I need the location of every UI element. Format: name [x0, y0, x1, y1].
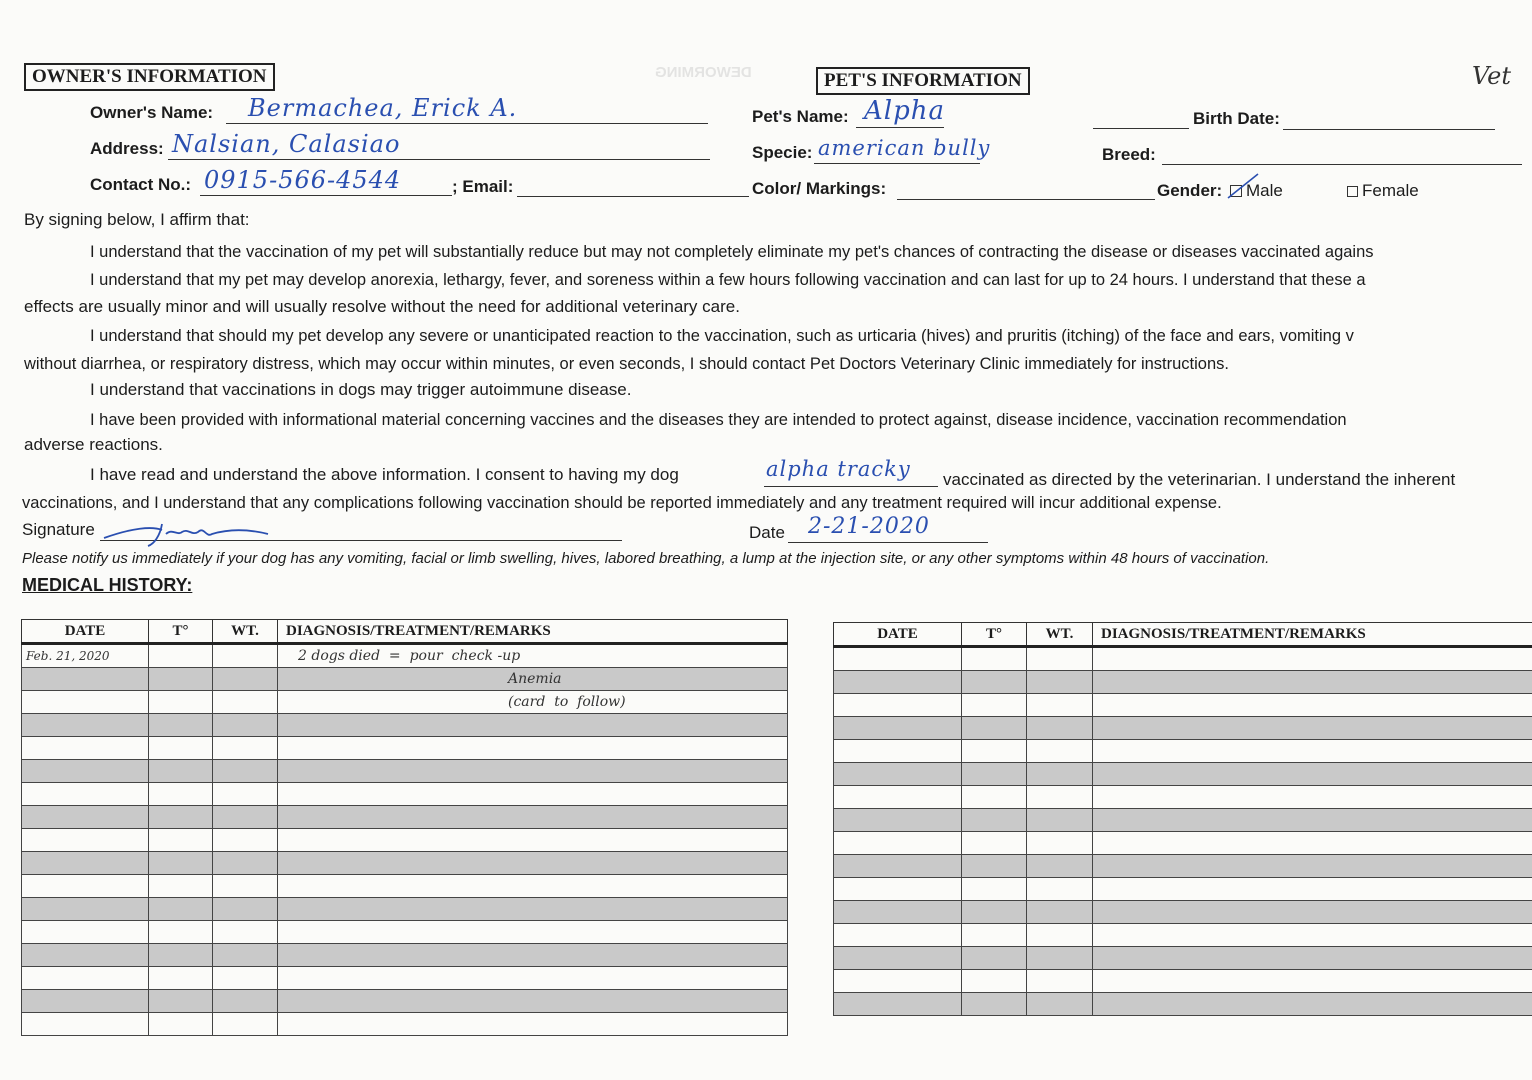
table-row [834, 878, 1532, 901]
weight-cell[interactable] [213, 1013, 278, 1036]
consent-p6-post: vaccinated as directed by the veterinarian. I understand the inherent [943, 470, 1456, 489]
weight-cell[interactable] [213, 829, 278, 852]
remarks-cell[interactable] [278, 875, 788, 898]
date-cell[interactable] [22, 714, 149, 737]
remarks-cell[interactable] [1093, 809, 1532, 832]
pet-name-field[interactable] [856, 127, 944, 128]
table-row [22, 898, 788, 921]
breed-label: Breed: [1102, 145, 1156, 164]
birth-date-label: Birth Date: [1193, 109, 1280, 128]
temp-cell[interactable] [149, 852, 213, 875]
temp-cell[interactable] [962, 970, 1027, 993]
weight-cell[interactable] [213, 967, 278, 990]
date-cell[interactable] [22, 691, 149, 714]
table-row [834, 970, 1532, 993]
corner-mark: Vet [1472, 62, 1511, 90]
dog-name-field[interactable] [764, 486, 938, 487]
remarks-cell[interactable]: 2 dogs died = pour check -up [278, 644, 788, 668]
table-row [834, 993, 1532, 1016]
weight-cell[interactable] [1027, 647, 1093, 671]
weight-cell[interactable] [1027, 993, 1093, 1016]
weight-cell[interactable] [213, 644, 278, 668]
temp-cell[interactable] [149, 990, 213, 1013]
table-row [22, 852, 788, 875]
address-label: Address: [90, 139, 164, 158]
table-row [22, 990, 788, 1013]
date-cell[interactable] [22, 737, 149, 760]
pet-name-label: Pet's Name: [752, 107, 849, 126]
date-cell[interactable] [22, 806, 149, 829]
consent-p5b: adverse reactions. [24, 435, 163, 454]
remarks-cell[interactable] [1093, 855, 1532, 878]
col-header-weight: WT. [213, 620, 278, 644]
remarks-cell[interactable]: Anemia [278, 668, 788, 691]
table-row [834, 694, 1532, 717]
weight-cell[interactable] [1027, 878, 1093, 901]
birth-date-field[interactable] [1283, 129, 1495, 130]
remarks-cell[interactable] [1093, 924, 1532, 947]
date-cell[interactable] [834, 740, 962, 763]
medical-history-table-right [833, 622, 1532, 1016]
temp-cell[interactable] [962, 809, 1027, 832]
weight-cell[interactable] [1027, 671, 1093, 694]
weight-cell[interactable] [213, 921, 278, 944]
table-row [22, 714, 788, 737]
table-row [834, 924, 1532, 947]
temp-cell[interactable] [962, 993, 1027, 1016]
pet-section-heading: PET'S INFORMATION [816, 67, 1030, 95]
weight-cell[interactable] [213, 898, 278, 921]
date-cell[interactable] [834, 717, 962, 740]
col-header-remarks: DIAGNOSIS/TREATMENT/REMARKS [1093, 623, 1532, 647]
consent-p1: I understand that the vaccination of my pet will substantially reduce but may not completely eliminate my pet's chances of contracting the disease or diseases vaccinated agains [90, 243, 1374, 261]
temp-cell[interactable] [149, 806, 213, 829]
female-label: Female [1362, 181, 1419, 200]
weight-cell[interactable] [1027, 832, 1093, 855]
remarks-cell[interactable] [1093, 694, 1532, 717]
pet-name-value: Alpha [864, 96, 945, 126]
temp-cell[interactable] [962, 694, 1027, 717]
remarks-cell[interactable] [1093, 970, 1532, 993]
weight-cell[interactable] [1027, 717, 1093, 740]
temp-cell[interactable] [962, 832, 1027, 855]
temp-cell[interactable] [149, 714, 213, 737]
owner-section-heading: OWNER'S INFORMATION [24, 63, 275, 91]
weight-cell[interactable] [213, 990, 278, 1013]
date-cell[interactable] [834, 901, 962, 924]
remarks-cell[interactable] [278, 829, 788, 852]
consent-p2a: I understand that my pet may develop anorexia, lethargy, fever, and soreness within a few hours following vaccination and can last for up to 24 hours. I understand that these a [90, 271, 1366, 289]
remarks-cell[interactable] [1093, 717, 1532, 740]
contact-label: Contact No.: [90, 175, 192, 194]
temp-cell[interactable] [149, 829, 213, 852]
owner-name-field[interactable] [226, 123, 708, 124]
date-value: 2-21-2020 [808, 514, 930, 539]
date-cell[interactable] [834, 763, 962, 786]
remarks-cell[interactable] [278, 852, 788, 875]
specie-value: american bully [818, 136, 991, 160]
date-cell[interactable] [834, 832, 962, 855]
table-row [22, 1013, 788, 1036]
weight-cell[interactable] [213, 737, 278, 760]
consent-p6b: vaccinations, and I understand that any complications following vaccination should be reported immediately and any treatment required will incur additional expense. [22, 494, 1222, 512]
table-row [22, 783, 788, 806]
owner-name-label: Owner's Name: [90, 103, 214, 122]
date-cell[interactable] [834, 970, 962, 993]
temp-cell[interactable] [962, 924, 1027, 947]
signature-label: Signature [22, 520, 95, 539]
date-cell[interactable] [834, 993, 962, 1016]
table-row [834, 786, 1532, 809]
remarks-cell[interactable] [278, 783, 788, 806]
weight-cell[interactable] [1027, 970, 1093, 993]
date-cell[interactable] [834, 786, 962, 809]
temp-cell[interactable] [149, 875, 213, 898]
remarks-cell[interactable] [1093, 763, 1532, 786]
table-row [834, 717, 1532, 740]
weight-cell[interactable] [213, 875, 278, 898]
temp-cell[interactable] [149, 967, 213, 990]
remarks-cell[interactable] [278, 944, 788, 967]
weight-cell[interactable] [213, 944, 278, 967]
date-label: Date [749, 523, 785, 542]
table-row [834, 855, 1532, 878]
post-vaccination-notice: Please notify us immediately if your dog has any vomiting, facial or limb swelling, hives, labored breathing, a lump at the injection site, or any other symptoms within 48 hours of vaccination. [22, 550, 1270, 567]
medical-history-table [21, 619, 788, 1036]
date-cell[interactable] [22, 944, 149, 967]
temp-cell[interactable] [962, 647, 1027, 671]
weight-cell[interactable] [213, 714, 278, 737]
date-cell[interactable] [834, 809, 962, 832]
date-cell[interactable] [834, 671, 962, 694]
table-row [22, 760, 788, 783]
col-header-temp: T° [149, 620, 213, 644]
date-cell[interactable]: Feb. 21, 2020 [22, 644, 149, 668]
weight-cell[interactable] [1027, 740, 1093, 763]
weight-cell[interactable] [1027, 809, 1093, 832]
table-row [22, 691, 788, 714]
temp-cell[interactable] [149, 760, 213, 783]
remarks-cell[interactable] [278, 967, 788, 990]
temp-cell[interactable] [962, 901, 1027, 924]
col-header-date: DATE [22, 620, 149, 644]
remarks-cell[interactable] [278, 806, 788, 829]
weight-cell[interactable] [213, 783, 278, 806]
col-header-weight: WT. [1027, 623, 1093, 647]
female-checkbox[interactable] [1347, 186, 1358, 197]
temp-cell[interactable] [149, 737, 213, 760]
col-header-remarks: DIAGNOSIS/TREATMENT/REMARKS [278, 620, 788, 644]
date-cell[interactable] [834, 694, 962, 717]
color-markings-label: Color/ Markings: [752, 179, 887, 198]
weight-cell[interactable] [1027, 763, 1093, 786]
weight-cell[interactable] [213, 668, 278, 691]
table-row [834, 647, 1532, 671]
temp-cell[interactable] [149, 644, 213, 668]
weight-cell[interactable] [1027, 694, 1093, 717]
temp-cell[interactable] [962, 763, 1027, 786]
weight-cell[interactable] [213, 852, 278, 875]
remarks-cell[interactable] [1093, 901, 1532, 924]
remarks-cell[interactable] [1093, 832, 1532, 855]
date-cell[interactable] [22, 668, 149, 691]
remarks-cell[interactable]: (card to follow) [278, 691, 788, 714]
remarks-cell[interactable] [1093, 647, 1532, 671]
table-row [22, 829, 788, 852]
owner-name-value: Bermachea, Erick A. [248, 94, 518, 122]
consent-p6-pre: I have read and understand the above information. I consent to having my dog [90, 465, 679, 484]
remarks-cell[interactable] [278, 898, 788, 921]
table-row [834, 763, 1532, 786]
email-field[interactable] [517, 196, 749, 197]
email-label: ; Email: [452, 177, 514, 196]
contact-field[interactable] [200, 195, 452, 196]
remarks-cell[interactable] [1093, 786, 1532, 809]
temp-cell[interactable] [962, 740, 1027, 763]
table-row [834, 947, 1532, 970]
table-row [22, 944, 788, 967]
weight-cell[interactable] [1027, 855, 1093, 878]
date-cell[interactable] [834, 647, 962, 671]
temp-cell[interactable] [149, 668, 213, 691]
birth-date-prefix-line [1093, 128, 1189, 129]
remarks-cell[interactable] [1093, 671, 1532, 694]
col-header-date: DATE [834, 623, 962, 647]
consent-p4: I understand that vaccinations in dogs may trigger autoimmune disease. [90, 380, 632, 399]
table-row [22, 921, 788, 944]
weight-cell[interactable] [213, 806, 278, 829]
temp-cell[interactable] [149, 921, 213, 944]
date-cell[interactable] [22, 760, 149, 783]
remarks-cell[interactable] [278, 760, 788, 783]
table-row [22, 737, 788, 760]
table-row [834, 901, 1532, 924]
weight-cell[interactable] [1027, 947, 1093, 970]
table-row [22, 644, 788, 668]
color-markings-field[interactable] [897, 199, 1155, 200]
date-cell[interactable] [834, 855, 962, 878]
table-row [834, 671, 1532, 694]
bleed-through-deworming: DEWORMING [655, 64, 752, 81]
weight-cell[interactable] [213, 760, 278, 783]
date-cell[interactable] [22, 1013, 149, 1036]
date-cell[interactable] [22, 990, 149, 1013]
table-row [22, 668, 788, 691]
weight-cell[interactable] [1027, 786, 1093, 809]
consent-p3b: without diarrhea, or respiratory distress, which may occur within minutes, or even seconds, I should contact Pet Doctors Veterinary Clinic immediately for instructions. [24, 355, 1229, 373]
date-cell[interactable] [22, 967, 149, 990]
col-header-temp: T° [962, 623, 1027, 647]
remarks-cell[interactable] [1093, 740, 1532, 763]
male-label: Male [1246, 181, 1283, 200]
consent-p5a: I have been provided with informational material concerning vaccines and the diseases they are intended to protect against, disease incidence, vaccination recommendation [90, 411, 1347, 429]
dog-name-value: alpha tracky [766, 457, 911, 481]
address-value: Nalsian, Calasiao [172, 130, 401, 158]
weight-cell[interactable] [1027, 924, 1093, 947]
temp-cell[interactable] [962, 671, 1027, 694]
gender-label: Gender: [1157, 181, 1223, 200]
weight-cell[interactable] [213, 691, 278, 714]
table-row [834, 809, 1532, 832]
temp-cell[interactable] [149, 898, 213, 921]
date-cell[interactable] [22, 852, 149, 875]
date-cell[interactable] [22, 875, 149, 898]
table-row [22, 806, 788, 829]
consent-intro: By signing below, I affirm that: [24, 210, 250, 229]
date-cell[interactable] [22, 898, 149, 921]
temp-cell[interactable] [149, 944, 213, 967]
temp-cell[interactable] [962, 947, 1027, 970]
temp-cell[interactable] [962, 855, 1027, 878]
date-cell[interactable] [834, 878, 962, 901]
date-field[interactable] [788, 542, 988, 543]
address-field[interactable] [168, 159, 710, 160]
date-cell[interactable] [834, 924, 962, 947]
temp-cell[interactable] [149, 1013, 213, 1036]
consent-p3a: I understand that should my pet develop any severe or unanticipated reaction to the vaccination, such as urticaria (hives) and pruritis (itching) of the face and ears, vomiting v [90, 327, 1354, 345]
medical-history-heading: MEDICAL HISTORY: [22, 575, 193, 595]
date-cell[interactable] [22, 829, 149, 852]
weight-cell[interactable] [1027, 901, 1093, 924]
temp-cell[interactable] [149, 691, 213, 714]
remarks-cell[interactable] [278, 714, 788, 737]
specie-field[interactable] [814, 163, 980, 164]
temp-cell[interactable] [962, 717, 1027, 740]
remarks-cell[interactable] [1093, 947, 1532, 970]
remarks-cell[interactable] [278, 990, 788, 1013]
table-row [22, 875, 788, 898]
contact-value: 0915-566-4544 [204, 166, 402, 194]
date-cell[interactable] [834, 947, 962, 970]
temp-cell[interactable] [962, 786, 1027, 809]
temp-cell[interactable] [149, 783, 213, 806]
temp-cell[interactable] [962, 878, 1027, 901]
signature-scribble [102, 516, 272, 552]
date-cell[interactable] [22, 921, 149, 944]
breed-field[interactable] [1162, 164, 1522, 165]
remarks-cell[interactable] [278, 921, 788, 944]
specie-label: Specie: [752, 143, 813, 162]
remarks-cell[interactable] [1093, 993, 1532, 1016]
table-row [834, 832, 1532, 855]
date-cell[interactable] [22, 783, 149, 806]
consent-p2b: effects are usually minor and will usually resolve without the need for additional veterinary care. [24, 297, 740, 316]
remarks-cell[interactable] [1093, 878, 1532, 901]
table-row [22, 967, 788, 990]
remarks-cell[interactable] [278, 737, 788, 760]
table-row [834, 740, 1532, 763]
remarks-cell[interactable] [278, 1013, 788, 1036]
